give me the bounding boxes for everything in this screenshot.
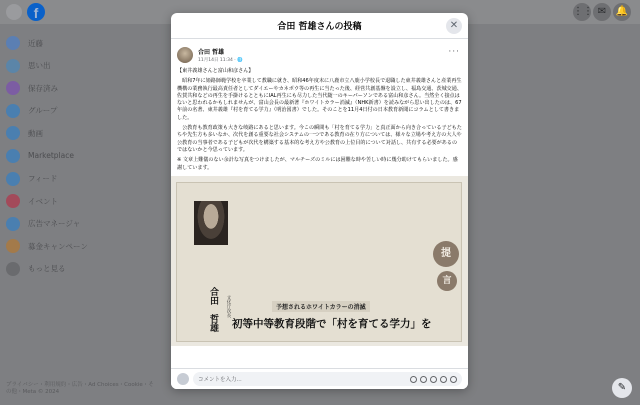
post-timestamp[interactable]: 11月14日 11:34 · 🌐	[198, 58, 243, 63]
clipping-author-name: 合田 哲雄	[208, 286, 218, 332]
sidebar-item[interactable]	[6, 259, 166, 279]
sidebar-item-icon	[6, 59, 20, 73]
left-sidebar	[6, 33, 166, 282]
clipping-badge: 提	[433, 241, 459, 267]
sidebar-item[interactable]	[6, 191, 166, 211]
sidebar-item-label: グループ	[28, 106, 58, 116]
modal-title: 合田 哲雄さんの投稿	[277, 22, 362, 32]
sidebar-item-icon	[6, 81, 20, 95]
clipping-author-role: 文化庁次長	[226, 294, 231, 318]
clipping-badge: 言	[437, 271, 457, 291]
sticker-icon[interactable]	[450, 376, 457, 383]
comment-input[interactable]	[193, 372, 462, 386]
modal-header	[171, 13, 468, 39]
sidebar-item[interactable]	[6, 123, 166, 143]
emoji-icon[interactable]	[420, 376, 427, 383]
sidebar-item-icon	[6, 36, 20, 50]
sidebar-item-label: イベント	[28, 196, 58, 206]
more-options-icon[interactable]: ···	[448, 47, 460, 57]
newspaper-clipping	[176, 182, 462, 342]
sidebar-item-label: 広告マネージャ	[28, 219, 81, 229]
sidebar-item[interactable]	[6, 214, 166, 234]
gif-icon[interactable]	[440, 376, 447, 383]
post-paragraph: 【東井義雄さんと富山和彦さん】	[177, 68, 254, 74]
sidebar-item-icon	[6, 217, 20, 231]
post-body	[171, 65, 468, 172]
compose-message-button[interactable]: ✎	[612, 378, 632, 398]
sidebar-item-icon	[6, 239, 20, 253]
post-header	[171, 40, 468, 65]
sidebar-footer: プライバシー・利用規約・広告・Ad Choices・Cookie・その他・Meta © 2024	[6, 382, 154, 395]
clipping-subheadline: 予想されるホワイトカラーの消滅	[272, 301, 370, 312]
comment-placeholder: コメントを入力...	[198, 377, 242, 383]
author-name[interactable]: 合田 哲雄	[198, 49, 225, 56]
author-portrait	[194, 201, 228, 245]
post-paragraph: 昭和7年に姫路師範学校を卒業して教職に就き、昭和46年度末に八鹿市立八鹿小学校長で退職した東井義雄さんと産業再生機構の業務執行最高責任者としてダイエーやカネボウ等の再生に当たった後、経営共創基盤を設立し、福島交通、茨城交通、佐賀共和などの再生を手掛けるとともにIAL再生にも尽力した当代随一のキーパーソンである富山和彦さん。当然全く接点はないと思われるかもしれませんが、富山会長の最新著『ホワイトカラー消滅』（NHK新書）を読みながら思い出したのは、67年前の名著、東井義雄『村を育てる学力』（明治図書）でした。そのことを11月4日付の日本教育新聞にコラムとして書きました。	[177, 78, 462, 121]
facebook-logo-icon[interactable]: f	[27, 3, 45, 21]
sidebar-item-label: フィード	[28, 174, 58, 184]
sidebar-item-label: 思い出	[28, 61, 51, 71]
sidebar-item-label: 近藤	[28, 38, 43, 48]
search-icon[interactable]	[6, 4, 22, 20]
avatar-sticker-icon[interactable]	[410, 376, 417, 383]
post-scroll-area[interactable]	[171, 40, 468, 368]
sidebar-item[interactable]	[6, 101, 166, 121]
notifications-icon[interactable]: 🔔	[613, 3, 631, 21]
sidebar-item-icon	[6, 262, 20, 276]
sidebar-item-icon	[6, 104, 20, 118]
sidebar-item[interactable]	[6, 33, 166, 53]
sidebar-item[interactable]	[6, 78, 166, 98]
comment-bar	[171, 368, 468, 389]
post-paragraph: 公教育も教育政策も大きな岐路にあると思います。今この瞬間も「村を育てる学力」と真正面から向き合っている子どもたちや先生方も多いなか、次代を創る重要な社会システムの一つである教育の在り方については、様々な立場や考え方の大人や公教育の当事者である子どもが次代を構築する基本的な考え方や公教育の上位目的について対話し、共有する必要があるのではないかと今思っています。	[177, 125, 462, 153]
close-icon[interactable]: ✕	[446, 18, 462, 34]
sidebar-item-icon	[6, 149, 20, 163]
author-avatar[interactable]	[177, 47, 193, 63]
post-modal	[171, 13, 468, 389]
sidebar-item[interactable]	[6, 146, 166, 166]
sidebar-item-label: もっと見る	[28, 264, 66, 274]
post-paragraph: ※ 文章上難儀のない余計な写真をつけましたが、マルチーズのミルには困難な時や苦しい時に幾分助けてもらいました。感謝しています。	[177, 157, 458, 171]
clipping-headline: 初等中等教育段階で「村を育てる学力」を	[232, 317, 432, 330]
sidebar-item-icon	[6, 194, 20, 208]
sidebar-item[interactable]	[6, 236, 166, 256]
post-photo[interactable]	[171, 176, 468, 346]
sidebar-item[interactable]	[6, 169, 166, 189]
sidebar-item-label: 保存済み	[28, 83, 58, 93]
sidebar-item-icon	[6, 172, 20, 186]
sidebar-item-label: Marketplace	[28, 151, 74, 161]
sidebar-item[interactable]	[6, 56, 166, 76]
camera-icon[interactable]	[430, 376, 437, 383]
sidebar-item-label: 動画	[28, 128, 43, 138]
menu-grid-icon[interactable]: ⋮⋮	[573, 3, 591, 21]
user-avatar	[177, 373, 189, 385]
sidebar-item-label: 募金キャンペーン	[28, 241, 88, 251]
messenger-icon[interactable]: ✉	[593, 3, 611, 21]
clipping-body-text	[237, 195, 427, 295]
sidebar-item-icon	[6, 126, 20, 140]
